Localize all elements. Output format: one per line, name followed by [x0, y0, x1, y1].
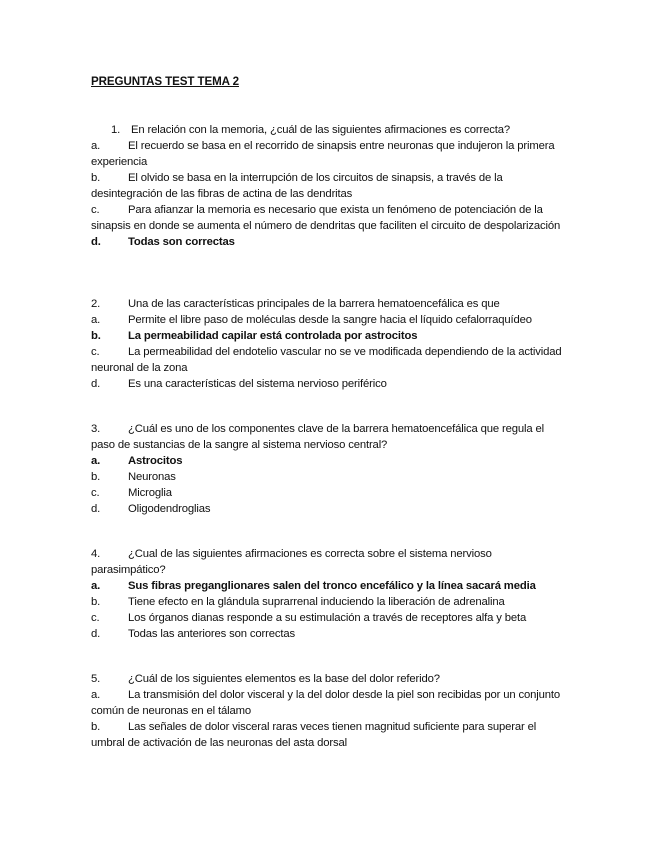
- option-b: [91, 719, 565, 751]
- question-number: 3.: [91, 423, 101, 435]
- option-letter: c.: [91, 346, 100, 358]
- option-text: El olvido se basa en la interrupción de los circuitos de sinapsis, a través de la desintegración de las fibras de actina de las dendritas: [91, 172, 503, 200]
- question-text: En relación con la memoria, ¿cuál de las siguientes afirmaciones es correcta?: [131, 124, 511, 136]
- option-letter: a.: [91, 140, 101, 152]
- option-letter: b.: [91, 596, 101, 608]
- question-2: [91, 296, 565, 392]
- document-title: PREGUNTAS TEST TEMA 2: [91, 75, 239, 88]
- option-text: El recuerdo se basa en el recorrido de sinapsis entre neuronas que indujeron la primera experiencia: [91, 140, 555, 168]
- option-b: [91, 328, 565, 344]
- option-text: Permite el libre paso de moléculas desde la sangre hacia el líquido cefalorraquídeo: [128, 314, 532, 326]
- option-letter: d.: [91, 628, 101, 640]
- option-b: [91, 594, 565, 610]
- option-text: Es una características del sistema nervioso periférico: [128, 378, 387, 390]
- option-text: La permeabilidad del endotelio vascular no se ve modificada dependiendo de la actividad neuronal de la zona: [91, 346, 562, 374]
- question-stem: [91, 546, 565, 578]
- question-4: [91, 546, 565, 642]
- option-text: Neuronas: [128, 471, 176, 483]
- option-letter: c.: [91, 204, 100, 216]
- question-text: ¿Cuál de los siguientes elementos es la base del dolor referido?: [128, 673, 440, 685]
- question-stem: [91, 122, 565, 138]
- option-a: [91, 453, 565, 469]
- option-c: [91, 485, 565, 501]
- option-b: [91, 170, 565, 202]
- option-letter: d.: [91, 378, 101, 390]
- question-number: 2.: [91, 298, 101, 310]
- question-3: [91, 421, 565, 517]
- option-text: Todas las anteriores son correctas: [128, 628, 295, 640]
- question-number: 1.: [111, 124, 121, 136]
- option-text: La transmisión del dolor visceral y la del dolor desde la piel son recibidas por un conjunto común de neuronas en el tálamo: [91, 689, 561, 717]
- question-stem: [91, 421, 565, 453]
- option-a: [91, 138, 565, 170]
- option-d: [91, 501, 565, 517]
- option-c: [91, 344, 565, 376]
- option-text: La permeabilidad capilar está controlada por astrocitos: [128, 330, 418, 342]
- option-letter: b.: [91, 721, 101, 733]
- option-text: Tiene efecto en la glándula suprarrenal induciendo la liberación de adrenalina: [128, 596, 505, 608]
- option-letter: a.: [91, 455, 101, 467]
- option-text: Oligodendroglias: [128, 503, 211, 515]
- option-b: [91, 469, 565, 485]
- option-d: [91, 376, 565, 392]
- option-letter: d.: [91, 236, 101, 248]
- option-d: [91, 626, 565, 642]
- question-stem: [91, 671, 565, 687]
- option-text: Para afianzar la memoria es necesario que exista un fenómeno de potenciación de la sinapsis en donde se aumenta el número de dendritas que faciliten el circuito de despolarización: [91, 204, 561, 232]
- option-letter: a.: [91, 580, 101, 592]
- option-text: Todas son correctas: [128, 236, 235, 248]
- question-stem: [91, 296, 565, 312]
- option-text: Astrocitos: [128, 455, 183, 467]
- option-a: [91, 687, 565, 719]
- option-letter: c.: [91, 487, 100, 499]
- option-letter: b.: [91, 172, 101, 184]
- option-letter: a.: [91, 314, 101, 326]
- option-text: Microglia: [128, 487, 172, 499]
- option-c: [91, 202, 565, 234]
- option-text: Sus fibras preganglionares salen del tronco encefálico y la línea sacará media: [128, 580, 536, 592]
- option-a: [91, 312, 565, 328]
- question-text: ¿Cual de las siguientes afirmaciones es correcta sobre el sistema nervioso parasimpático?: [91, 548, 492, 576]
- option-c: [91, 610, 565, 626]
- question-text: ¿Cuál es uno de los componentes clave de la barrera hematoencefálica que regula el paso de sustancias de la sangre al sistema nervioso central?: [91, 423, 544, 451]
- question-1: [91, 122, 565, 250]
- question-number: 4.: [91, 548, 101, 560]
- option-a: [91, 578, 565, 594]
- option-text: Las señales de dolor visceral raras veces tienen magnitud suficiente para superar el umbral de activación de las neuronas del asta dorsal: [91, 721, 537, 749]
- option-letter: c.: [91, 612, 100, 624]
- option-letter: b.: [91, 471, 101, 483]
- question-number: 5.: [91, 673, 101, 685]
- option-d: [91, 234, 565, 250]
- option-text: Los órganos dianas responde a su estimulación a través de receptores alfa y beta: [128, 612, 527, 624]
- option-letter: d.: [91, 503, 101, 515]
- question-text: Una de las características principales de la barrera hematoencefálica es que: [128, 298, 500, 310]
- option-letter: b.: [91, 330, 101, 342]
- question-5: [91, 671, 565, 751]
- option-letter: a.: [91, 689, 101, 701]
